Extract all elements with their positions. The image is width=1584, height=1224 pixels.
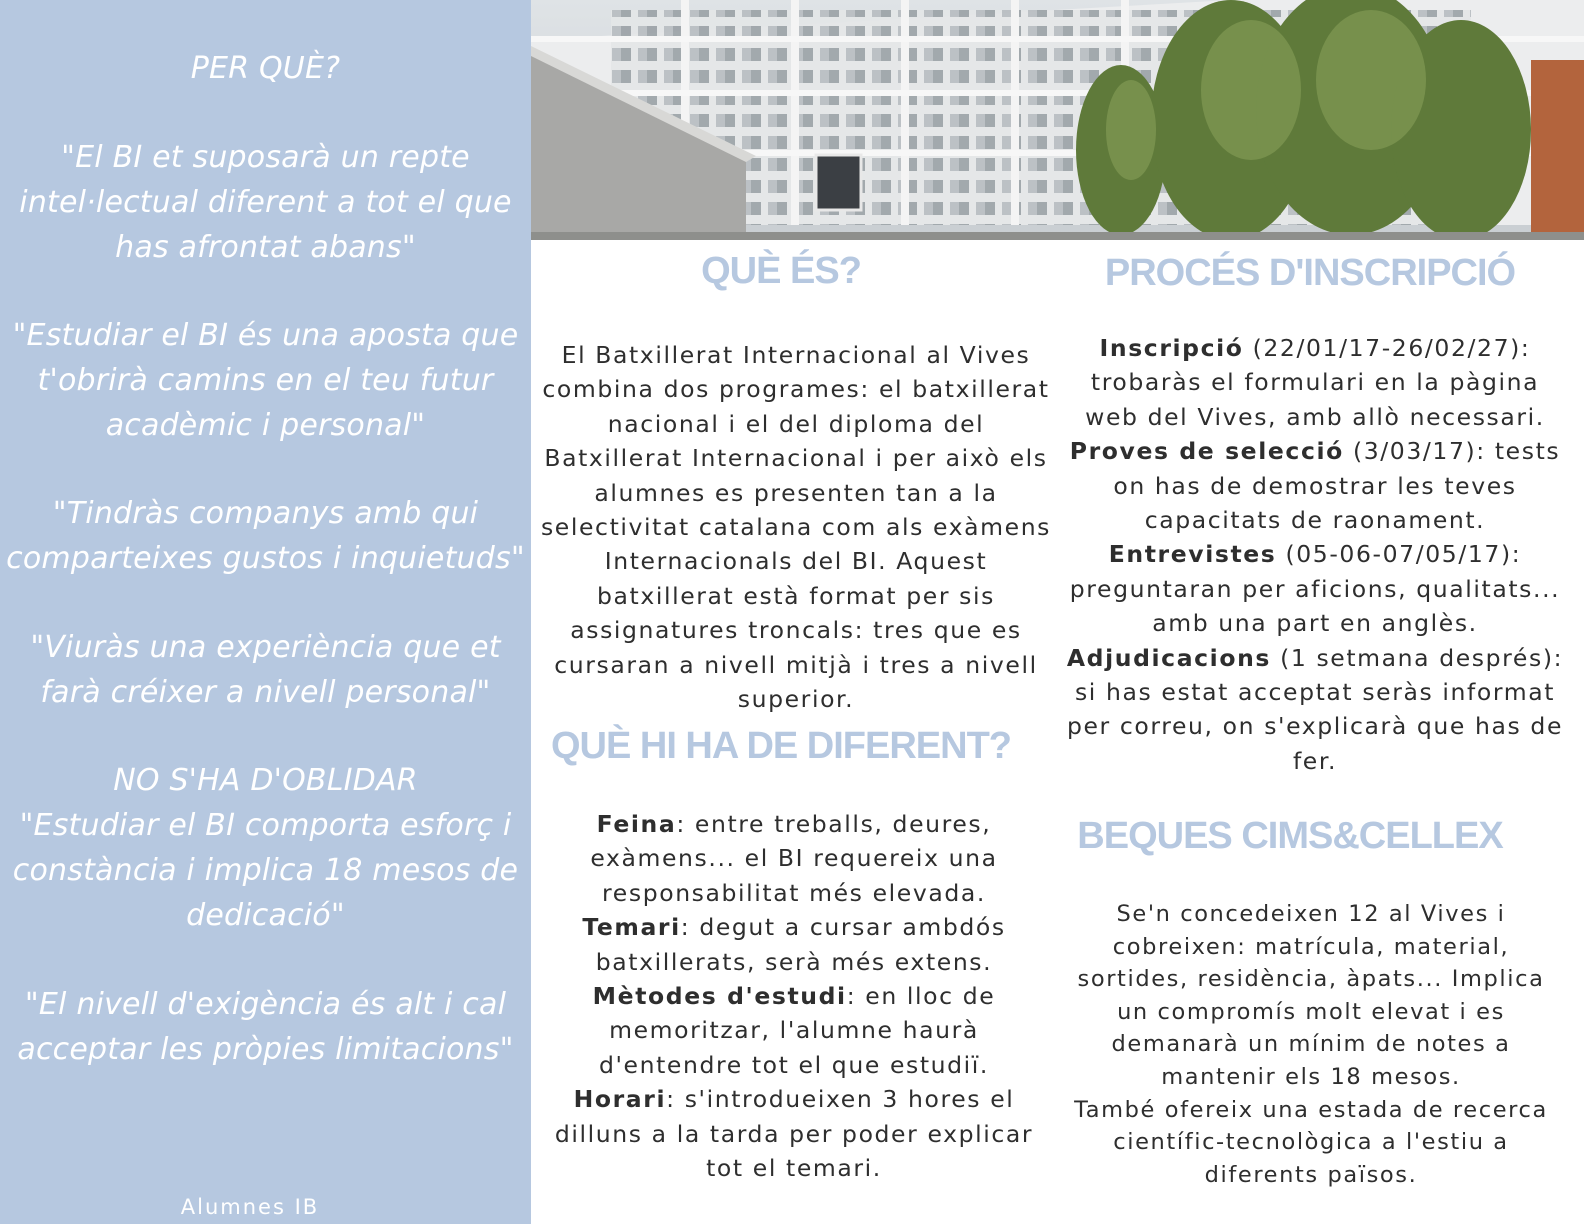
left-title: PER QUÈ?	[190, 51, 341, 86]
quote-3: "Tindràs companys amb qui comparteixes gustos i inquietuds"	[6, 496, 525, 576]
inscripcio-item	[1066, 641, 1564, 779]
diferent-item-horari	[550, 1082, 1038, 1185]
left-panel	[0, 0, 531, 1224]
item-text: : en lloc de memoritzar, l'alumne haurà d'entendre tot el que estudiï.	[598, 982, 996, 1079]
item-label: Proves de selecció	[1069, 437, 1344, 466]
diferent-item-feina	[550, 807, 1038, 910]
que-es-text: El Batxillerat Internacional al Vives combina dos programes: el batxillerat nacional i el del diploma del Batxillerat Internacional i per això els alumnes es presenten tan a la selectivitat catalana com als exàmens Internacionals del BI. Aquest batxillerat està format per sis assignatures troncals: tres que es cursaran a nivell mitjà i tres a nivell superior.	[540, 341, 1052, 714]
item-text: (22/01/17-26/02/27): trobaràs el formulari en la pàgina web del Vives, amb allò necessari.	[1085, 334, 1545, 431]
quote-2: "Estudiar el BI és una aposta que t'obrirà camins en el teu futur acadèmic i personal"	[12, 318, 519, 443]
quote-4: "Viuràs una experiència que et farà créixer a nivell personal"	[30, 630, 501, 710]
diferent-item-temari	[550, 910, 1038, 979]
inscripcio-item	[1066, 434, 1564, 537]
item-text: : entre treballs, deures, exàmens... el BI requereix una responsabilitat més elevada.	[590, 810, 998, 907]
inscripcio-text	[1066, 331, 1564, 778]
warning-title: NO S'HA D'OBLIDAR	[113, 763, 418, 798]
warning-quote-2: "El nivell d'exigència és alt i cal acceptar les pròpies limitacions"	[17, 987, 514, 1067]
item-label: Mètodes d'estudi	[592, 982, 847, 1011]
item-text: : degut a cursar ambdós batxillerats, serà més extens.	[595, 913, 1006, 976]
item-label: Horari	[573, 1085, 667, 1114]
item-label: Adjudicacions	[1066, 643, 1271, 672]
item-label: Inscripció	[1099, 334, 1244, 362]
credit: Alumnes IB	[180, 1195, 320, 1219]
item-label: Feina	[596, 810, 677, 838]
item-text: : s'introdueixen 3 hores el dilluns a la tarda per poder explicar tot el temari.	[554, 1085, 1034, 1183]
item-label: Temari	[582, 913, 681, 942]
beques-text	[1068, 898, 1554, 1191]
building-illustration	[531, 0, 1584, 240]
inscripcio-item	[1066, 537, 1564, 640]
warning-quote-1: "Estudiar el BI comporta esforç i constància i implica 18 mesos de dedicació"	[12, 808, 519, 933]
item-text: (05-06-07/05/17): preguntaran per aficions, qualitats... amb una part en anglès.	[1069, 540, 1561, 638]
inscripcio-heading: PROCÉS D'INSCRIPCIÓ	[1104, 252, 1516, 294]
item-text: (1 setmana després): si has estat acceptat seràs informat per correu, on s'explicarà que has de fer.	[1066, 643, 1564, 775]
beques-heading: BEQUES CIMS&CELLEX	[1077, 815, 1503, 857]
item-label: Entrevistes	[1108, 540, 1277, 569]
diferent-heading: QUÈ HI HA DE DIFERENT?	[550, 725, 1012, 767]
quote-1: "El BI et suposarà un repte intel·lectual diferent a tot el que has afrontat abans"	[19, 140, 512, 265]
beques-paragraph: Se'n concedeixen 12 al Vives i cobreixen: matrícula, material, sortides, residència, àpats... Implica un compromís molt elevat i es demanarà un mínim de notes a mantenir els 18 mesos.	[1077, 901, 1545, 1090]
beques-paragraph: També ofereix una estada de recerca científic-tecnològica a l'estiu a diferents països.	[1074, 1096, 1548, 1188]
item-text: (3/03/17): tests on has de demostrar les teves capacitats de raonament.	[1113, 437, 1561, 535]
diferent-item-metodes	[550, 979, 1038, 1082]
inscripcio-item	[1066, 331, 1564, 434]
diferent-text	[550, 807, 1038, 1185]
que-es-heading: QUÈ ÉS?	[701, 250, 861, 292]
school-building-photo	[531, 0, 1584, 240]
